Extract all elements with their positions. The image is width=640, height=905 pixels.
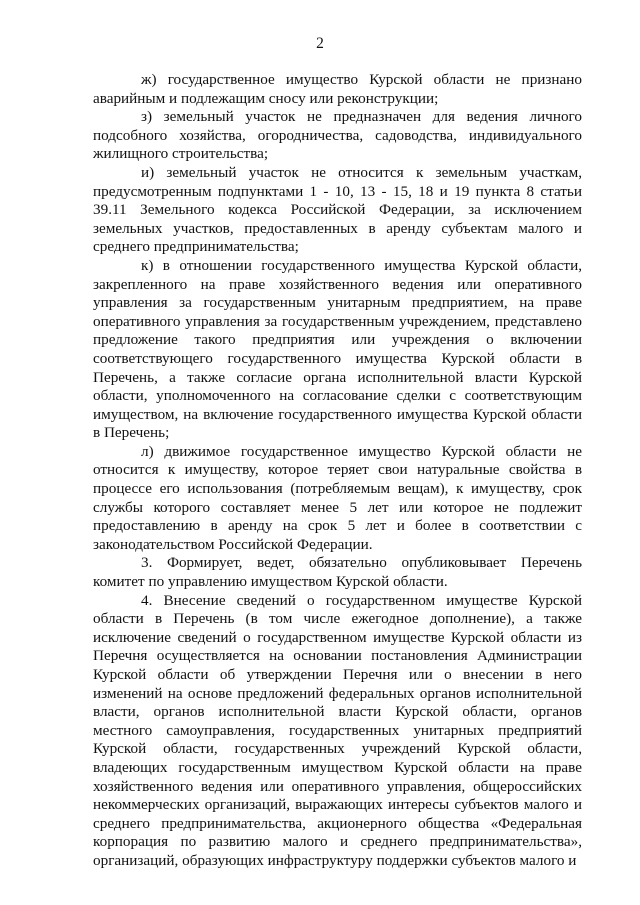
document-body: [93, 71, 582, 871]
paragraph-item-zh: ж) государственное имущество Курской области не признано аварийным и подлежащим сносу или реконструкции;: [93, 71, 582, 107]
paragraph-item-i: и) земельный участок не относится к земельным участкам, предусмотренным подпунктами 1 - 10, 13 - 15, 18 и 19 пункта 8 статьи 39.11 Земельного кодекса Российской Федерации, за исключением земельных участков, предоставленных в аренду субъектам малого и среднего предпринимательства;: [93, 163, 582, 256]
paragraph-item-z: з) земельный участок не предназначен для ведения личного подсобного хозяйства, огородничества, садоводства, индивидуального жилищного строительства;: [93, 108, 582, 163]
paragraph-clause-4: 4. Внесение сведений о государственном имуществе Курской области в Перечень (в том числе ежегодное дополнение), а также исключение сведений о государственном имуществе Курской области из Перечня осуществляется на основании постановления Администрации Курской области об утверждении Перечня или о внесении в него изменений на основе предложений федеральных органов исполнительной власти, органов исполнительной власти Курской области, органов местного самоуправления, государственных унитарных предприятий Курской области, государственных учреждений Курской области, владеющих государственным имуществом Курской области на праве хозяйственного ведения или оперативного управления, общероссийских некоммерческих организаций, выражающих интересы субъектов малого и среднего предпринимательства, акционерного общества «Федеральная корпорация по развитию малого и среднего предпринимательства», организаций, образующих инфраструктуру поддержки субъектов малого и: [93, 591, 582, 869]
paragraph-item-k: к) в отношении государственного имущества Курской области, закрепленного на праве хозяйственного ведения или оперативного управления за государственным унитарным предприятием, на праве оперативного управления за государственным учреждением, представлено предложение такого предприятия или учреждения о включении соответствующего государственного имущества Курской области в Перечень, а также согласие органа исполнительной власти Курской области, уполномоченного на согласование сделки с соответствующим имуществом, на включение государственного имущества Курской области в Перечень;: [93, 256, 582, 442]
page-number: 2: [316, 35, 324, 52]
paragraph-clause-3: 3. Формирует, ведет, обязательно опубликовывает Перечень комитет по управлению имуществом Курской области.: [93, 554, 582, 591]
paragraph-item-l: л) движимое государственное имущество Курской области не относится к имуществу, которое теряет свои натуральные свойства в процессе его использования (потребляемым вещам), к имуществу, срок службы которого составляет менее 5 лет или которое не подлежит предоставлению в аренду на срок 5 лет и более в соответствии с законодательством Российской Федерации.: [93, 442, 582, 553]
